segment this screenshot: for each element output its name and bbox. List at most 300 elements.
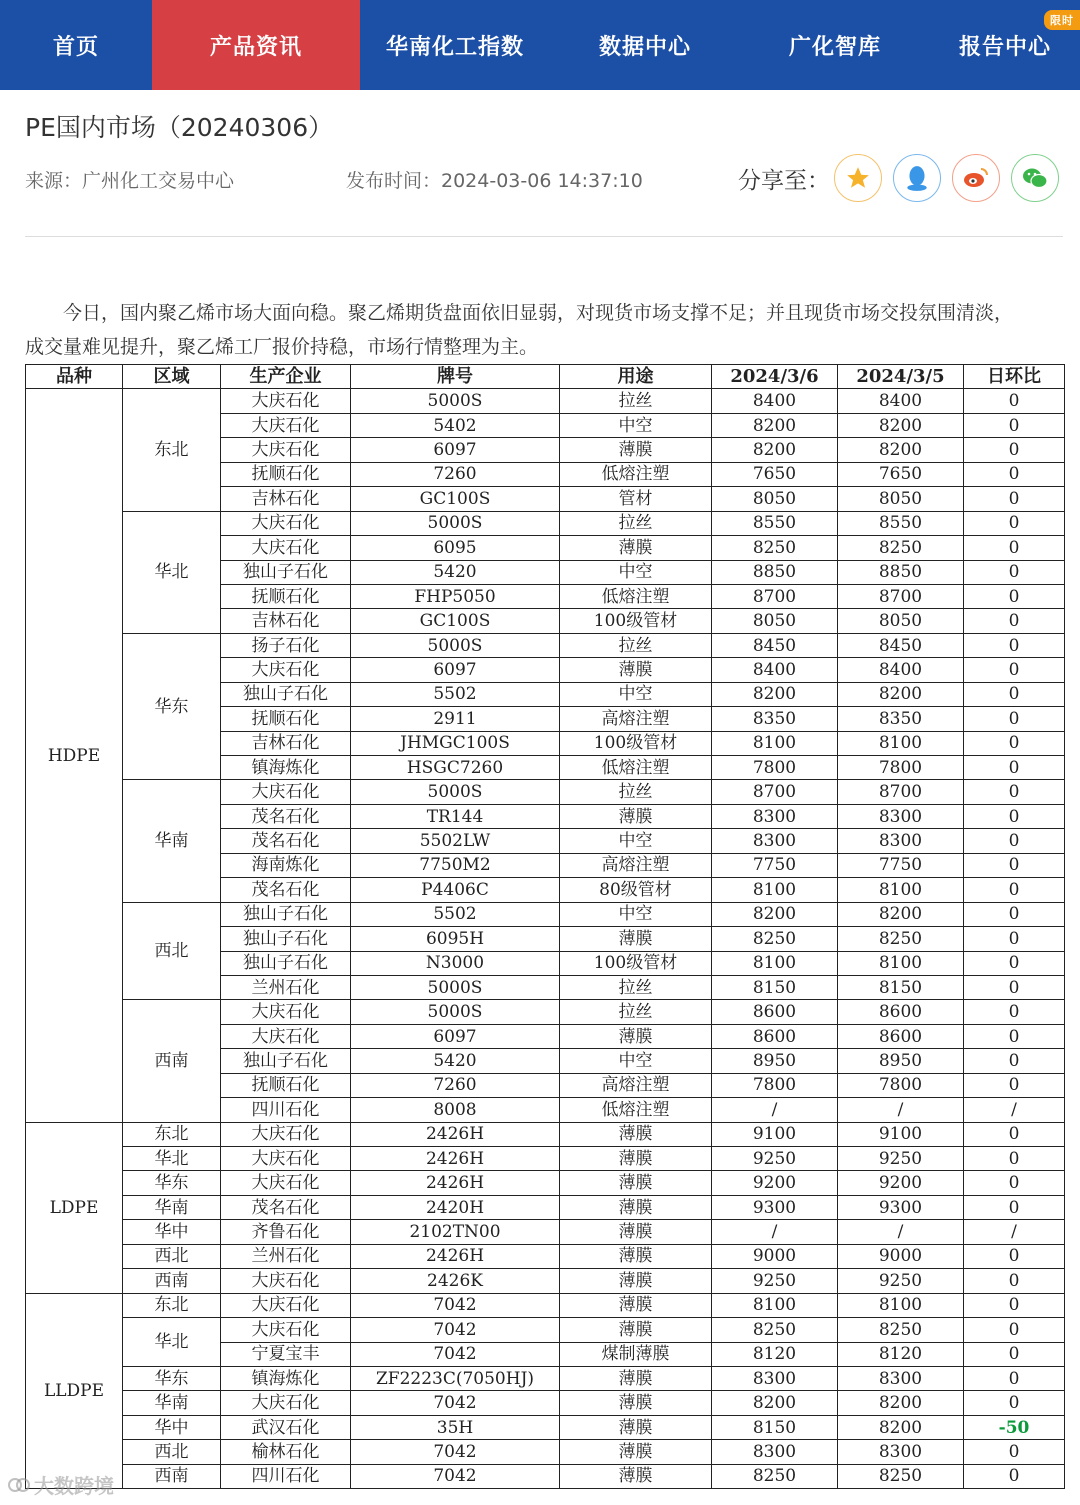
cell-price-prev: 7800 bbox=[838, 1073, 964, 1097]
cell-daily-change: 0 bbox=[964, 1464, 1065, 1488]
article-paragraph bbox=[25, 296, 1065, 364]
cell-daily-change: 0 bbox=[964, 951, 1065, 975]
nav-south-china-index[interactable]: 华南化工指数 bbox=[385, 34, 524, 60]
cell-price-prev: 8700 bbox=[838, 780, 964, 804]
price-table bbox=[25, 364, 1065, 1489]
cell-price-prev: / bbox=[838, 1220, 964, 1244]
cell-price-today: 8100 bbox=[712, 878, 838, 902]
cell-producer: 大庆石化 bbox=[221, 1293, 351, 1317]
publish-time: 发布时间：2024-03-06 14:37:10 bbox=[346, 170, 643, 192]
cell-usage: 薄膜 bbox=[560, 927, 712, 951]
weibo-icon bbox=[962, 166, 990, 190]
cell-usage: 低熔注塑 bbox=[560, 756, 712, 780]
cell-price-prev: 7800 bbox=[838, 756, 964, 780]
cell-grade: 2426H bbox=[351, 1122, 560, 1146]
cell-price-prev: 8550 bbox=[838, 511, 964, 535]
cell-variety: HDPE bbox=[26, 389, 123, 1122]
header-grade: 牌号 bbox=[351, 365, 560, 389]
cell-region: 西南 bbox=[123, 1269, 221, 1293]
cell-grade: TR144 bbox=[351, 804, 560, 828]
cell-price-prev: 8200 bbox=[838, 1415, 964, 1439]
cell-daily-change: 0 bbox=[964, 682, 1065, 706]
cell-usage: 拉丝 bbox=[560, 975, 712, 999]
cell-grade: GC100S bbox=[351, 487, 560, 511]
cell-grade: 2911 bbox=[351, 707, 560, 731]
cell-usage: 高熔注塑 bbox=[560, 1073, 712, 1097]
cell-usage: 拉丝 bbox=[560, 780, 712, 804]
article-title: PE国内市场（20240306） bbox=[25, 113, 334, 142]
cell-daily-change: 0 bbox=[964, 707, 1065, 731]
cell-producer: 大庆石化 bbox=[221, 1122, 351, 1146]
cell-grade: 6095H bbox=[351, 927, 560, 951]
cell-daily-change: 0 bbox=[964, 853, 1065, 877]
cell-daily-change: 0 bbox=[964, 609, 1065, 633]
cell-price-today: 8200 bbox=[712, 438, 838, 462]
cell-daily-change: 0 bbox=[964, 658, 1065, 682]
wechat-icon bbox=[1021, 166, 1049, 190]
cell-price-today: 9200 bbox=[712, 1171, 838, 1195]
cell-daily-change: 0 bbox=[964, 1000, 1065, 1024]
cell-usage: 薄膜 bbox=[560, 1366, 712, 1390]
cell-producer: 抚顺石化 bbox=[221, 707, 351, 731]
cell-price-today: 8250 bbox=[712, 1464, 838, 1488]
table-row bbox=[26, 1244, 1065, 1268]
top-nav bbox=[0, 0, 1080, 90]
cell-daily-change: 0 bbox=[964, 584, 1065, 608]
cell-producer: 大庆石化 bbox=[221, 1147, 351, 1171]
cell-producer: 独山子石化 bbox=[221, 951, 351, 975]
table-row bbox=[26, 902, 1065, 926]
cell-producer: 四川石化 bbox=[221, 1464, 351, 1488]
cell-usage: 薄膜 bbox=[560, 658, 712, 682]
cell-usage: 100级管材 bbox=[560, 609, 712, 633]
cell-price-prev: 9100 bbox=[838, 1122, 964, 1146]
cell-grade: 2426H bbox=[351, 1244, 560, 1268]
cell-price-prev: 8100 bbox=[838, 1293, 964, 1317]
cell-usage: 拉丝 bbox=[560, 1000, 712, 1024]
cell-grade: 5000S bbox=[351, 633, 560, 657]
cell-price-prev: 9000 bbox=[838, 1244, 964, 1268]
header-divider bbox=[25, 236, 1063, 237]
limited-badge: 限时 bbox=[1044, 10, 1080, 30]
cell-grade: ZF2223C(7050HJ) bbox=[351, 1366, 560, 1390]
cell-price-today: 9250 bbox=[712, 1269, 838, 1293]
cell-grade: 2420H bbox=[351, 1195, 560, 1219]
cell-daily-change: 0 bbox=[964, 1293, 1065, 1317]
header-producer: 生产企业 bbox=[221, 365, 351, 389]
cell-price-prev: / bbox=[838, 1098, 964, 1122]
cell-usage: 中空 bbox=[560, 560, 712, 584]
cell-producer: 大庆石化 bbox=[221, 780, 351, 804]
cell-price-prev: 8250 bbox=[838, 927, 964, 951]
cell-price-prev: 8400 bbox=[838, 658, 964, 682]
cell-region: 东北 bbox=[123, 1293, 221, 1317]
cell-price-prev: 8200 bbox=[838, 902, 964, 926]
cell-region: 华南 bbox=[123, 1391, 221, 1415]
cell-producer: 四川石化 bbox=[221, 1098, 351, 1122]
cell-usage: 100级管材 bbox=[560, 951, 712, 975]
cell-price-today: 8700 bbox=[712, 584, 838, 608]
nav-data-center[interactable]: 数据中心 bbox=[598, 34, 691, 60]
table-row bbox=[26, 1171, 1065, 1195]
cell-producer: 独山子石化 bbox=[221, 1049, 351, 1073]
cell-daily-change: 0 bbox=[964, 1366, 1065, 1390]
cell-grade: P4406C bbox=[351, 878, 560, 902]
cell-price-prev: 8300 bbox=[838, 804, 964, 828]
cell-price-today: 8450 bbox=[712, 633, 838, 657]
cell-region: 东北 bbox=[123, 389, 221, 511]
cell-price-today: 8200 bbox=[712, 902, 838, 926]
cell-producer: 镇海炼化 bbox=[221, 756, 351, 780]
cell-variety: LLDPE bbox=[26, 1293, 123, 1489]
cell-price-prev: 9250 bbox=[838, 1147, 964, 1171]
cell-usage: 高熔注塑 bbox=[560, 707, 712, 731]
cell-region: 西南 bbox=[123, 1464, 221, 1488]
table-row bbox=[26, 1000, 1065, 1024]
cell-region: 东北 bbox=[123, 1122, 221, 1146]
cell-daily-change: 0 bbox=[964, 731, 1065, 755]
cell-grade: 7042 bbox=[351, 1342, 560, 1366]
table-row bbox=[26, 780, 1065, 804]
price-table-wrapper bbox=[25, 364, 1064, 1489]
cell-price-prev: 8100 bbox=[838, 731, 964, 755]
cell-daily-change: 0 bbox=[964, 1269, 1065, 1293]
table-row bbox=[26, 1147, 1065, 1171]
cell-price-today: 8250 bbox=[712, 927, 838, 951]
paragraph-line-1: 今日，国内聚乙烯市场大面向稳。聚乙烯期货盘面依旧显弱，对现货市场支撑不足；并且现货市场交投氛围清淡， bbox=[63, 302, 1014, 324]
cell-producer: 独山子石化 bbox=[221, 560, 351, 584]
cell-price-prev: 8200 bbox=[838, 1391, 964, 1415]
cell-producer: 抚顺石化 bbox=[221, 462, 351, 486]
cell-daily-change: 0 bbox=[964, 1244, 1065, 1268]
header-price-prev: 2024/3/5 bbox=[838, 365, 964, 389]
cell-usage: 薄膜 bbox=[560, 1293, 712, 1317]
cell-variety: LDPE bbox=[26, 1122, 123, 1293]
qq-penguin-icon bbox=[904, 164, 930, 192]
cell-grade: 5420 bbox=[351, 560, 560, 584]
cell-price-today: 8600 bbox=[712, 1024, 838, 1048]
cell-price-today: 8100 bbox=[712, 731, 838, 755]
cell-daily-change: 0 bbox=[964, 1073, 1065, 1097]
cell-daily-change: 0 bbox=[964, 878, 1065, 902]
cell-producer: 茂名石化 bbox=[221, 804, 351, 828]
nav-think-tank[interactable]: 广化智库 bbox=[788, 34, 881, 60]
cell-daily-change: 0 bbox=[964, 1195, 1065, 1219]
cell-price-prev: 8050 bbox=[838, 609, 964, 633]
cell-usage: 薄膜 bbox=[560, 1024, 712, 1048]
cell-usage: 薄膜 bbox=[560, 804, 712, 828]
cell-grade: 5000S bbox=[351, 511, 560, 535]
cell-usage: 薄膜 bbox=[560, 536, 712, 560]
cell-producer: 大庆石化 bbox=[221, 413, 351, 437]
cell-usage: 薄膜 bbox=[560, 1220, 712, 1244]
cell-usage: 中空 bbox=[560, 682, 712, 706]
cell-grade: HSGC7260 bbox=[351, 756, 560, 780]
cell-daily-change: 0 bbox=[964, 511, 1065, 535]
cell-price-prev: 8600 bbox=[838, 1024, 964, 1048]
cell-usage: 低熔注塑 bbox=[560, 584, 712, 608]
cell-price-today: 8850 bbox=[712, 560, 838, 584]
cell-grade: JHMGC100S bbox=[351, 731, 560, 755]
cell-price-prev: 9200 bbox=[838, 1171, 964, 1195]
share-qq-button[interactable] bbox=[893, 154, 941, 202]
cell-producer: 镇海炼化 bbox=[221, 1366, 351, 1390]
watermark-text: 大数跨境 bbox=[34, 1474, 114, 1498]
cell-price-prev: 9300 bbox=[838, 1195, 964, 1219]
cell-grade: 6097 bbox=[351, 1024, 560, 1048]
cell-grade: 6095 bbox=[351, 536, 560, 560]
cell-usage: 薄膜 bbox=[560, 1171, 712, 1195]
cell-usage: 80级管材 bbox=[560, 878, 712, 902]
cell-producer: 大庆石化 bbox=[221, 389, 351, 413]
cell-daily-change: 0 bbox=[964, 389, 1065, 413]
header-usage: 用途 bbox=[560, 365, 712, 389]
cell-usage: 薄膜 bbox=[560, 1269, 712, 1293]
cell-producer: 吉林石化 bbox=[221, 487, 351, 511]
cell-grade: 6097 bbox=[351, 658, 560, 682]
cell-grade: 7042 bbox=[351, 1440, 560, 1464]
cell-price-today: 8300 bbox=[712, 1366, 838, 1390]
cell-producer: 榆林石化 bbox=[221, 1440, 351, 1464]
cell-producer: 吉林石化 bbox=[221, 731, 351, 755]
cell-usage: 薄膜 bbox=[560, 1440, 712, 1464]
cell-price-today: 8950 bbox=[712, 1049, 838, 1073]
cell-usage: 拉丝 bbox=[560, 511, 712, 535]
cell-price-today: 9250 bbox=[712, 1147, 838, 1171]
cell-daily-change: 0 bbox=[964, 1440, 1065, 1464]
table-row bbox=[26, 1293, 1065, 1317]
cell-daily-change: -50 bbox=[964, 1415, 1065, 1439]
cell-grade: 35H bbox=[351, 1415, 560, 1439]
cell-producer: 大庆石化 bbox=[221, 1000, 351, 1024]
share-wechat-button[interactable] bbox=[1011, 154, 1059, 202]
cell-usage: 中空 bbox=[560, 413, 712, 437]
cell-price-prev: 8300 bbox=[838, 829, 964, 853]
cell-producer: 大庆石化 bbox=[221, 1318, 351, 1342]
cell-grade: 7260 bbox=[351, 462, 560, 486]
cell-daily-change: 0 bbox=[964, 975, 1065, 999]
cell-region: 西南 bbox=[123, 1000, 221, 1122]
cell-price-today: 8150 bbox=[712, 1415, 838, 1439]
nav-product-news[interactable]: 产品资讯 bbox=[152, 0, 360, 90]
cell-usage: 中空 bbox=[560, 829, 712, 853]
cell-grade: 5000S bbox=[351, 389, 560, 413]
cell-price-prev: 8200 bbox=[838, 682, 964, 706]
cell-grade: 6097 bbox=[351, 438, 560, 462]
cell-daily-change: 0 bbox=[964, 1318, 1065, 1342]
share-label: 分享至： bbox=[738, 168, 830, 194]
cell-producer: 武汉石化 bbox=[221, 1415, 351, 1439]
cell-usage: 100级管材 bbox=[560, 731, 712, 755]
cell-daily-change: 0 bbox=[964, 1049, 1065, 1073]
table-row bbox=[26, 633, 1065, 657]
cell-price-prev: 8100 bbox=[838, 951, 964, 975]
cell-usage: 薄膜 bbox=[560, 1391, 712, 1415]
cell-producer: 海南炼化 bbox=[221, 853, 351, 877]
cell-grade: N3000 bbox=[351, 951, 560, 975]
cell-price-today: 9100 bbox=[712, 1122, 838, 1146]
cell-price-today: 8200 bbox=[712, 1391, 838, 1415]
cell-price-prev: 8350 bbox=[838, 707, 964, 731]
nav-report-center[interactable] bbox=[930, 0, 1080, 90]
cell-producer: 抚顺石化 bbox=[221, 1073, 351, 1097]
cell-producer: 茂名石化 bbox=[221, 829, 351, 853]
cell-price-prev: 8450 bbox=[838, 633, 964, 657]
cell-price-prev: 7650 bbox=[838, 462, 964, 486]
cell-price-prev: 8200 bbox=[838, 438, 964, 462]
cell-daily-change: 0 bbox=[964, 1024, 1065, 1048]
cell-daily-change: 0 bbox=[964, 462, 1065, 486]
cell-producer: 独山子石化 bbox=[221, 902, 351, 926]
cell-producer: 茂名石化 bbox=[221, 878, 351, 902]
cell-region: 华中 bbox=[123, 1415, 221, 1439]
table-row bbox=[26, 1440, 1065, 1464]
cell-daily-change: 0 bbox=[964, 487, 1065, 511]
cell-region: 华东 bbox=[123, 633, 221, 780]
cell-region: 华东 bbox=[123, 1171, 221, 1195]
cell-producer: 独山子石化 bbox=[221, 682, 351, 706]
cell-grade: 5402 bbox=[351, 413, 560, 437]
cell-price-today: 8700 bbox=[712, 780, 838, 804]
cell-producer: 抚顺石化 bbox=[221, 584, 351, 608]
cell-grade: 7042 bbox=[351, 1293, 560, 1317]
cell-price-prev: 8150 bbox=[838, 975, 964, 999]
cell-usage: 薄膜 bbox=[560, 1464, 712, 1488]
cell-price-today: 8100 bbox=[712, 951, 838, 975]
table-row bbox=[26, 1122, 1065, 1146]
header-daily-change: 日环比 bbox=[964, 365, 1065, 389]
cell-price-prev: 8120 bbox=[838, 1342, 964, 1366]
table-row bbox=[26, 1391, 1065, 1415]
cell-price-today: / bbox=[712, 1098, 838, 1122]
cell-price-today: 8600 bbox=[712, 1000, 838, 1024]
cell-usage: 中空 bbox=[560, 902, 712, 926]
cell-price-today: 8400 bbox=[712, 389, 838, 413]
cell-region: 西北 bbox=[123, 902, 221, 1000]
cell-producer: 大庆石化 bbox=[221, 1391, 351, 1415]
cell-daily-change: 0 bbox=[964, 560, 1065, 584]
cell-price-prev: 8250 bbox=[838, 1318, 964, 1342]
article-source: 来源：广州化工交易中心 bbox=[25, 170, 235, 192]
cell-price-today: 8050 bbox=[712, 487, 838, 511]
cell-producer: 独山子石化 bbox=[221, 927, 351, 951]
cell-producer: 兰州石化 bbox=[221, 975, 351, 999]
cell-price-today: 8120 bbox=[712, 1342, 838, 1366]
nav-report-center-label: 报告中心 bbox=[958, 34, 1051, 60]
cell-region: 华北 bbox=[123, 1318, 221, 1367]
cell-price-today: 8300 bbox=[712, 1440, 838, 1464]
cell-grade: GC100S bbox=[351, 609, 560, 633]
cell-daily-change: 0 bbox=[964, 1147, 1065, 1171]
cell-price-prev: 8200 bbox=[838, 413, 964, 437]
table-row bbox=[26, 1269, 1065, 1293]
cell-price-prev: 9250 bbox=[838, 1269, 964, 1293]
cell-producer: 吉林石化 bbox=[221, 609, 351, 633]
nav-home[interactable]: 首页 bbox=[52, 34, 99, 60]
cell-price-today: 8150 bbox=[712, 975, 838, 999]
cell-usage: 薄膜 bbox=[560, 438, 712, 462]
cell-producer: 大庆石化 bbox=[221, 658, 351, 682]
cell-region: 华北 bbox=[123, 1147, 221, 1171]
cell-daily-change: 0 bbox=[964, 902, 1065, 926]
cell-price-today: / bbox=[712, 1220, 838, 1244]
cell-region: 华南 bbox=[123, 780, 221, 902]
table-row bbox=[26, 511, 1065, 535]
cell-grade: 5000S bbox=[351, 780, 560, 804]
cell-daily-change: 0 bbox=[964, 438, 1065, 462]
cell-grade: 2426H bbox=[351, 1147, 560, 1171]
cell-price-today: 8200 bbox=[712, 413, 838, 437]
table-row bbox=[26, 389, 1065, 413]
cell-price-today: 8250 bbox=[712, 1318, 838, 1342]
cell-price-today: 8100 bbox=[712, 1293, 838, 1317]
cell-producer: 茂名石化 bbox=[221, 1195, 351, 1219]
qzone-star-icon bbox=[845, 165, 871, 191]
cell-usage: 拉丝 bbox=[560, 389, 712, 413]
cell-producer: 宁夏宝丰 bbox=[221, 1342, 351, 1366]
cell-usage: 中空 bbox=[560, 1049, 712, 1073]
cell-grade: 5000S bbox=[351, 975, 560, 999]
share-qzone-button[interactable] bbox=[834, 154, 882, 202]
cell-daily-change: 0 bbox=[964, 780, 1065, 804]
cell-usage: 薄膜 bbox=[560, 1318, 712, 1342]
table-body bbox=[26, 389, 1065, 1489]
watermark-logo-icon bbox=[8, 1476, 30, 1494]
cell-producer: 大庆石化 bbox=[221, 1171, 351, 1195]
cell-price-prev: 8100 bbox=[838, 878, 964, 902]
cell-producer: 大庆石化 bbox=[221, 438, 351, 462]
cell-usage: 薄膜 bbox=[560, 1122, 712, 1146]
cell-price-prev: 8300 bbox=[838, 1366, 964, 1390]
cell-daily-change: 0 bbox=[964, 927, 1065, 951]
cell-daily-change: 0 bbox=[964, 1391, 1065, 1415]
table-row bbox=[26, 1195, 1065, 1219]
cell-price-prev: 8250 bbox=[838, 536, 964, 560]
watermark bbox=[8, 1470, 114, 1499]
cell-price-today: 8350 bbox=[712, 707, 838, 731]
cell-daily-change: 0 bbox=[964, 1171, 1065, 1195]
cell-price-today: 8200 bbox=[712, 682, 838, 706]
cell-producer: 兰州石化 bbox=[221, 1244, 351, 1268]
cell-grade: 7750M2 bbox=[351, 853, 560, 877]
share-weibo-button[interactable] bbox=[952, 154, 1000, 202]
cell-daily-change: 0 bbox=[964, 1122, 1065, 1146]
cell-price-today: 7650 bbox=[712, 462, 838, 486]
cell-price-today: 7800 bbox=[712, 1073, 838, 1097]
cell-price-today: 9000 bbox=[712, 1244, 838, 1268]
cell-grade: 2426K bbox=[351, 1269, 560, 1293]
cell-producer: 大庆石化 bbox=[221, 536, 351, 560]
cell-grade: 2426H bbox=[351, 1171, 560, 1195]
cell-region: 西北 bbox=[123, 1244, 221, 1268]
cell-price-prev: 8400 bbox=[838, 389, 964, 413]
cell-price-today: 7800 bbox=[712, 756, 838, 780]
cell-grade: 5000S bbox=[351, 1000, 560, 1024]
cell-grade: 5502 bbox=[351, 682, 560, 706]
cell-grade: 7260 bbox=[351, 1073, 560, 1097]
cell-price-today: 8050 bbox=[712, 609, 838, 633]
cell-grade: 7042 bbox=[351, 1318, 560, 1342]
table-row bbox=[26, 1366, 1065, 1390]
cell-daily-change: / bbox=[964, 1098, 1065, 1122]
cell-region: 华南 bbox=[123, 1195, 221, 1219]
header-variety: 品种 bbox=[26, 365, 123, 389]
cell-grade: 5502 bbox=[351, 902, 560, 926]
cell-price-prev: 8250 bbox=[838, 1464, 964, 1488]
cell-price-prev: 8600 bbox=[838, 1000, 964, 1024]
cell-usage: 薄膜 bbox=[560, 1244, 712, 1268]
cell-daily-change: 0 bbox=[964, 756, 1065, 780]
